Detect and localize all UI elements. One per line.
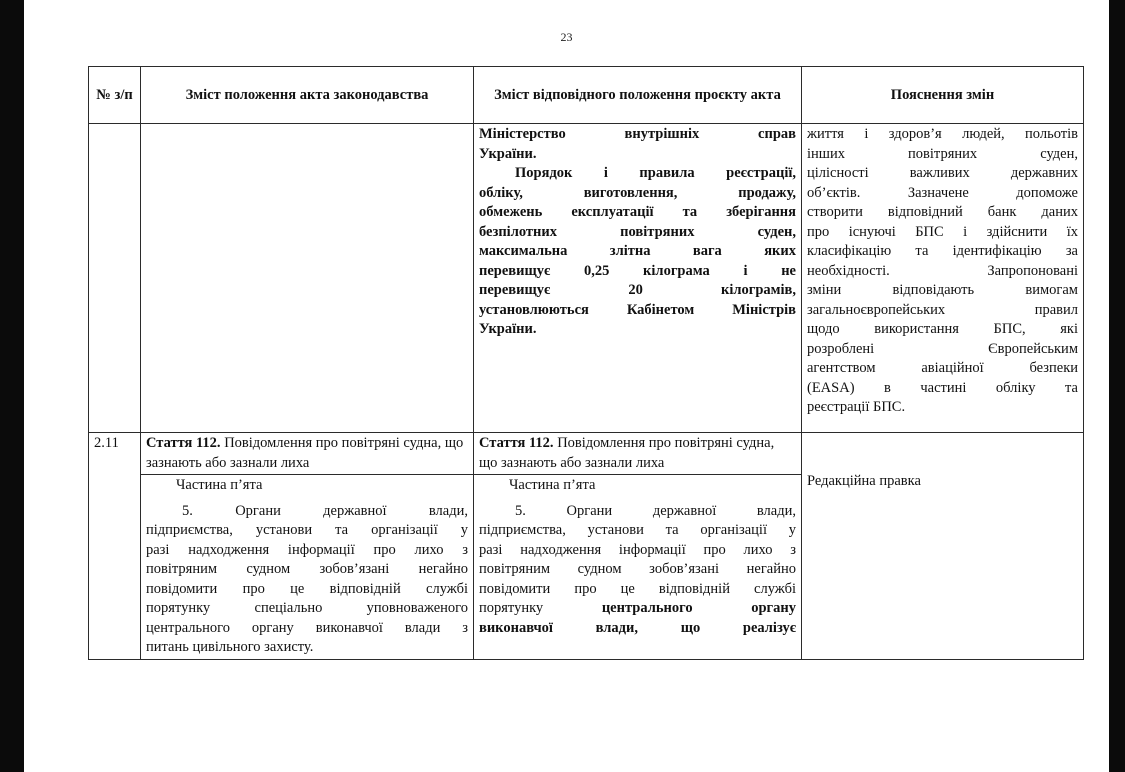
text-line: обліку, виготовлення, продажу, <box>479 184 796 201</box>
table-row <box>89 124 1084 433</box>
text-line: виконавчої влади, що реалізує <box>479 619 796 636</box>
article-title-bold: Стаття 112. <box>146 435 221 451</box>
header-current-law: Зміст положення акта законодавства <box>141 67 474 124</box>
text-line: класифікацію та ідентифікацію за <box>807 243 1078 259</box>
text-line: перевищує 20 кілограмів, <box>479 282 796 298</box>
text-line: Міністерство внутрішніх справ <box>479 126 796 142</box>
cell-explanation-continued <box>802 124 1084 433</box>
cell-explanation-2-11 <box>802 433 1084 660</box>
explanation-text: Редакційна правка <box>807 473 921 489</box>
text-line: Порядок і правила реєстрації, <box>515 165 796 181</box>
text-line: установлюються Кабінетом Міністрів <box>479 301 796 318</box>
cell-current-article <box>141 433 474 475</box>
cell-project-continued <box>474 124 802 433</box>
text-line: питань цивільного захисту. <box>146 639 314 655</box>
text-line: максимальна злітна вага яких <box>479 243 796 259</box>
text-line: підприємства, установи та організації у <box>479 522 796 538</box>
text-line: об’єктів. Зазначене допоможе <box>807 184 1078 201</box>
text-line: агентством авіаційної безпеки <box>807 360 1078 376</box>
page-number: 23 <box>560 30 573 44</box>
text-line: підприємства, установи та організації у <box>146 522 468 538</box>
part-label: Частина п’ята <box>176 477 263 493</box>
text-line: цілісності важливих державних <box>807 165 1078 181</box>
article-title-rest: Повідомлення про повітряні судна, що зазнають або зазнали лиха <box>146 435 464 471</box>
text-line: життя і здоров’я людей, польотів <box>807 126 1078 142</box>
text-line: повітряним судном зобов’язані негайно <box>479 561 796 577</box>
cell-current-empty <box>141 124 474 433</box>
text-line: разі надходження інформації про лихо з <box>146 541 468 558</box>
text-line: разі надходження інформації про лихо з <box>479 541 796 558</box>
cell-current-part <box>141 475 474 660</box>
text-line: центрального органу виконавчої влади з <box>146 619 468 636</box>
text-line: про існуючі БПС і здійснити їх <box>807 223 1078 240</box>
text-line: (EASA) в частині обліку та <box>807 379 1078 396</box>
document-page <box>24 0 1109 772</box>
text-line: щодо використання БПС, які <box>807 321 1078 337</box>
article-title-bold: Стаття 112. <box>479 435 554 451</box>
text-line: 5. Органи державної влади, <box>182 502 468 519</box>
cell-project-article <box>474 433 802 475</box>
table-row <box>89 433 1084 475</box>
text-line: безпілотних повітряних суден, <box>479 223 796 240</box>
header-explanation: Пояснення змін <box>802 67 1084 124</box>
text-line: повідомити про це відповідній службі <box>146 580 468 597</box>
cell-number-2-11: 2.11 <box>89 433 141 660</box>
cell-project-part <box>474 475 802 660</box>
header-project-act: Зміст відповідного положення проєкту акта <box>474 67 802 124</box>
text-line: розроблені Європейським <box>807 340 1078 357</box>
comparison-table <box>88 66 1084 660</box>
text-bold: центрального органу <box>601 600 796 616</box>
text-line: створити відповідний банк даних <box>807 204 1078 220</box>
cell-number-empty <box>89 124 141 433</box>
text-line: повітряним судном зобов’язані негайно <box>146 561 468 577</box>
text-line: інших повітряних суден, <box>807 145 1078 162</box>
text-line: України. <box>479 321 537 337</box>
article-title-rest: Повідомлення про повітряні судна, що зазнають або зазнали лиха <box>479 435 775 471</box>
text-line: України. <box>479 145 537 162</box>
text-line: повідомити про це відповідній службі <box>479 580 796 597</box>
text-line: загальноєвропейських правил <box>807 301 1078 318</box>
part-label: Частина п’ята <box>509 477 596 493</box>
table-header-row <box>89 67 1084 124</box>
text-line: реєстрації БПС. <box>807 399 906 415</box>
text-line: зміни відповідають вимогам <box>807 282 1078 298</box>
text-line-mixed <box>479 599 796 619</box>
text-normal: порятунку <box>479 600 602 616</box>
header-number: № з/п <box>89 67 141 124</box>
text-line: порятунку спеціально уповноваженого <box>146 600 468 616</box>
text-line: обмежень експлуатації та зберігання <box>479 204 796 220</box>
text-line: 5. Органи державної влади, <box>515 502 796 519</box>
text-line: перевищує 0,25 кілограма і не <box>479 262 796 279</box>
text-line: необхідності. Запропоновані <box>807 262 1078 279</box>
